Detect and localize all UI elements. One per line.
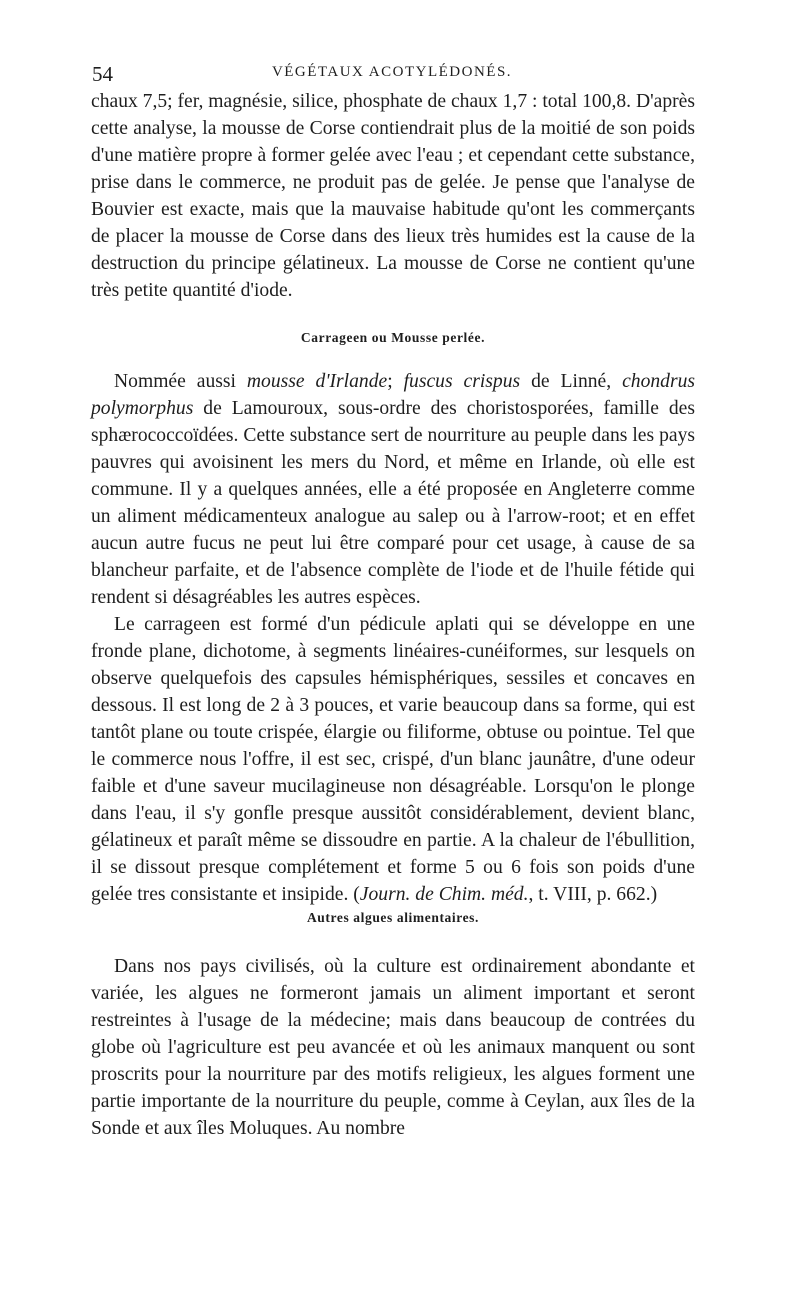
body-text <box>91 88 695 1142</box>
text-run: de Lamouroux, sous-ordre des choristosporées, famille des sphærococcoïdées. Cette substance sert de nourriture au peuple dans les pays pauvres qui avoisinent les mers du Nord, et même en Irlande, où elle est commune. Il y a quelques années, elle a été proposée en Angleterre comme un aliment médicamenteux analogue au salep ou à l'arrow-root; et en effet aucun autre fucus ne peut lui être comparé pour cet usage, à cause de sa blancheur parfaite, et de l'absence complète de l'iode et de l'huile fétide qui rendent si désagréables les autres espèces. <box>91 398 695 608</box>
section-heading-algues: Autres algues alimentaires. <box>306 910 480 925</box>
text-run: , t. VIII, p. 662.) <box>528 884 658 905</box>
text-run: de Linné, <box>520 371 623 392</box>
paragraph-4: Dans nos pays civilisés, où la culture est ordinairement abondante et variée, les algues ne formeront jamais un aliment important et seront restreintes à l'usage de la médecine; mais dans beaucoup de contrées du globe où l'agriculture est peu avancée et où les animaux manquent ou sont proscrits pour la nourriture par des motifs religieux, les algues forment une partie importante de la nourriture du peuple, comme à Ceylan, aux îles de la Sonde et aux îles Moluques. Au nombre <box>91 956 695 1139</box>
text-run: ; <box>387 371 404 392</box>
text-run: Nommée aussi <box>114 371 247 392</box>
text-run: Le carrageen est formé d'un pédicule aplati qui se développe en une fronde plane, dichotome, à segments linéaires-cunéiformes, sur lesquels on observe quelquefois des capsules hémisphériques, sessiles et concaves en dessous. Il est long de 2 à 3 pouces, et varie beaucoup dans sa forme, qui est tantôt plane ou toute crispée, élargie ou filiforme, obtuse ou pointue. Tel que le commerce nous l'offre, il est sec, crispé, d'un blanc jaunâtre, d'une odeur faible et d'une saveur mucilagineuse non désagréable. Lorsqu'on le plonge dans l'eau, il s'y gonfle presque aussitôt considérablement, devient blanc, gélatineux et paraît même se dissoudre en partie. A la chaleur de l'ébullition, il se dissout presque complétement et forme 5 ou 6 fois son poids d'une gelée tres consistante et insipide. ( <box>91 614 695 905</box>
paragraph-1: chaux 7,5; fer, magnésie, silice, phosphate de chaux 1,7 : total 100,8. D'après cette analyse, la mousse de Corse contiendrait plus de la moitié de son poids d'une matière propre à former gelée avec l'eau ; et cependant cette substance, prise dans le commerce, ne produit pas de gelée. Je pense que l'analyse de Bouvier est exacte, mais que la mauvaise habitude qu'ont les commerçants de placer la mousse de Corse dans des lieux très humides est la cause de la destruction du principe gélatineux. La mousse de Corse ne contient qu'une très petite quantité d'iode. <box>91 91 695 301</box>
italic-term: fuscus crispus <box>403 371 521 392</box>
page-number: 54 <box>92 62 113 86</box>
paragraph-3 <box>91 611 695 908</box>
running-title: VÉGÉTAUX ACOTYLÉDONÉS. <box>271 64 513 80</box>
italic-term: mousse d'Irlande <box>246 371 388 392</box>
paragraph-2 <box>91 368 695 611</box>
italic-term: chondrus polymorphus <box>91 371 696 419</box>
section-heading-carrageen: Carrageen ou Mousse perlée. <box>300 330 486 345</box>
italic-citation: Journ. de Chim. méd. <box>359 884 529 905</box>
page-header <box>92 62 692 88</box>
